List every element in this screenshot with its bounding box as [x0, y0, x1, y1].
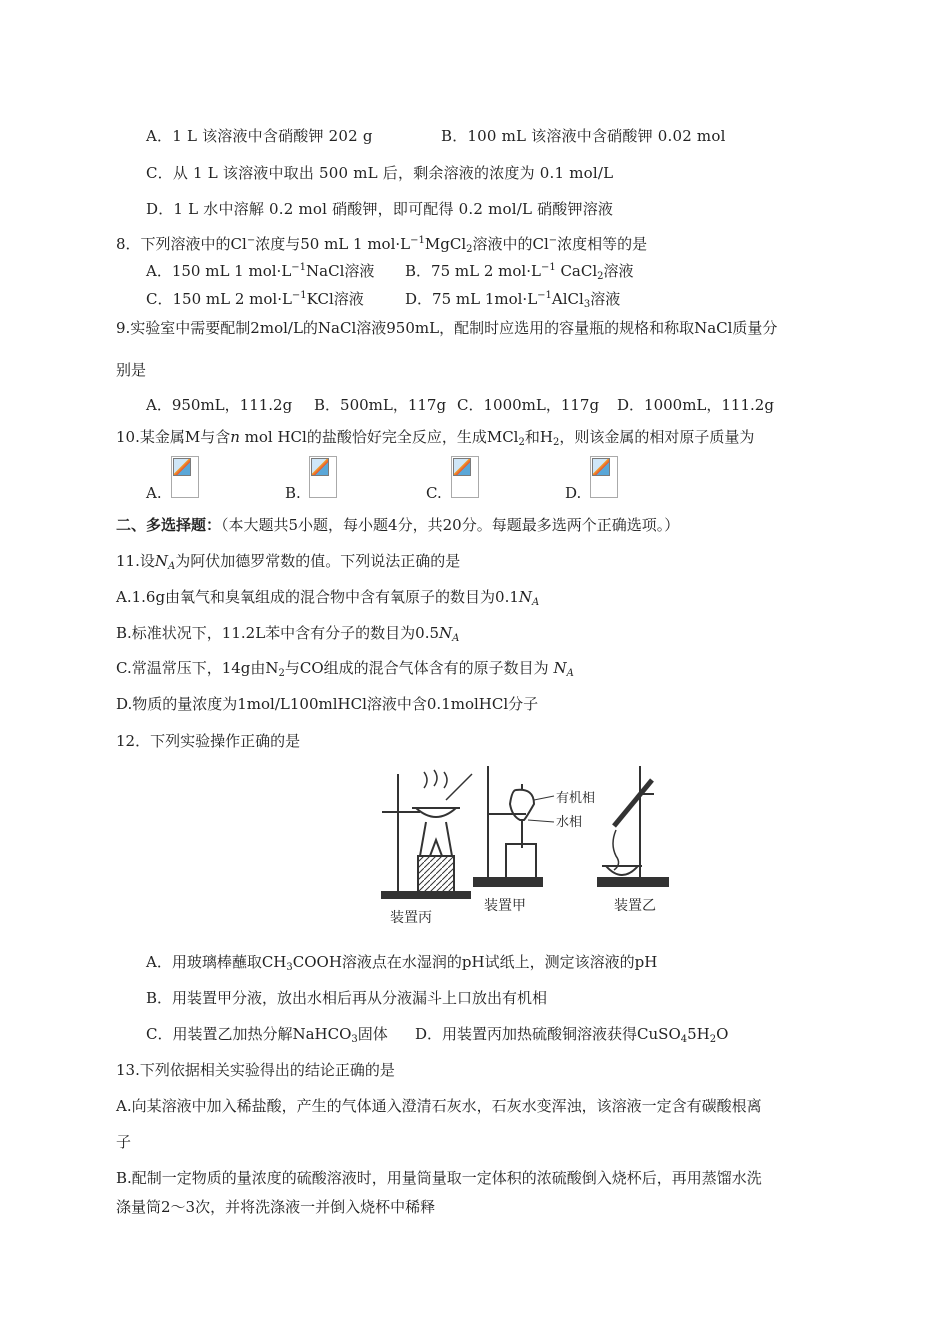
q12-option-a: A．用玻璃棒蘸取$CH_3COOH$溶液点在水湿润的pH试纸上，测定该溶液的pH [146, 953, 658, 973]
q7-option-a: A．1 L 该溶液中含硝酸钾 202 g [146, 127, 373, 145]
q10-option-d-label: D. [565, 484, 582, 502]
q11-option-d: D.物质的量浓度为1mol/L100mlHCl溶液中含0.1molHCl分子 [116, 695, 539, 713]
broken-image-icon [453, 458, 471, 476]
broken-image-icon [173, 458, 191, 476]
q9-stem-line2: 别是 [116, 361, 147, 379]
q12-stem: 12．下列实验操作正确的是 [116, 732, 301, 750]
q12-option-d: D．用装置丙加热硫酸铜溶液获得$CuSO_45H_2O$ [415, 1025, 729, 1045]
q9-option-a: A．950mL，111.2g [146, 396, 293, 414]
broken-image-icon [592, 458, 610, 476]
q9-option-b: B．500mL，117g [314, 396, 447, 414]
separatory-funnel [510, 790, 534, 820]
test-tube [614, 780, 652, 826]
water-trough [606, 866, 638, 875]
evaporating-dish [416, 808, 456, 817]
q8-option-c: C．150 mL 2 $mol\cdot L^{-1}KCl$溶液 [146, 290, 364, 308]
steam-lines [424, 770, 447, 788]
beaker [506, 844, 536, 878]
caption-yi: 装置乙 [614, 898, 656, 914]
q11-option-b: B.标准状况下，11.2L苯中含有分子的数目为$0.5N_A$ [116, 624, 460, 644]
label-water-phase: 水相 [556, 815, 583, 830]
q9-option-c: C．1000mL，117g [457, 396, 600, 414]
q11-stem: 11.设$N_A$为阿伏加德罗常数的值。下列说法正确的是 [116, 552, 461, 572]
q7-option-b: B．100 mL 该溶液中含硝酸钾 0.02 mol [441, 127, 726, 145]
q10-option-c-label: C. [426, 484, 442, 502]
glass-rod [446, 774, 472, 800]
jia-base [474, 878, 542, 886]
apparatus-figure [376, 760, 686, 930]
q13-stem: 13.下列依据相关实验得出的结论正确的是 [116, 1061, 395, 1079]
q10-option-b-image [309, 456, 337, 498]
q7-option-d: D．1 L 水中溶解 0.2 mol 硝酸钾，即可配得 0.2 mol/L 硝酸钾溶液 [146, 200, 614, 218]
q13-option-a-line1: A.向某溶液中加入稀盐酸，产生的气体通入澄清石灰水，石灰水变浑浊，该溶液一定含有碳酸根离 [116, 1097, 762, 1115]
section2-header: 二、多选择题：（本大题共5小题，每小题4分，共20分。每题最多选两个正确选项。） [116, 516, 680, 534]
q7-option-c: C．从 1 L 该溶液中取出 500 mL 后，剩余溶液的浓度为 0.1 mol/L [146, 164, 614, 182]
q9-stem-line1: 9.实验室中需要配制2mol/L的NaCl溶液950mL，配制时应选用的容量瓶的规格和称取NaCl质量分 [116, 319, 778, 337]
q10-option-a-image [171, 456, 199, 498]
q10-option-d-image [590, 456, 618, 498]
q11-option-a: A.1.6g由氧气和臭氧组成的混合物中含有氧原子的数目为$0.1N_A$ [116, 588, 540, 608]
yi-base [598, 878, 668, 886]
q11-option-c: C.常温常压下，14g由$N_2$与CO组成的混合气体含有的原子数目为 $N_A$ [116, 659, 574, 679]
q13-option-a-line2: 子 [116, 1133, 132, 1151]
burner-flame [430, 840, 442, 856]
q8-option-a: A．150 mL 1 $mol\cdot L^{-1}NaCl$溶液 [146, 262, 375, 280]
q10-option-c-image [451, 456, 479, 498]
alcohol-burner [418, 856, 454, 892]
q9-option-d: D．1000mL，111.2g [617, 396, 774, 414]
q12-option-c: C．用装置乙加热分解NaHCO$_3$固体 [146, 1025, 388, 1045]
q8-option-d: D．75 mL $1mol\cdot L^{-1}AlCl_3$溶液 [405, 290, 621, 310]
burner-flame-yi [613, 830, 619, 870]
q12-option-b: B．用装置甲分液，放出水相后再从分液漏斗上口放出有机相 [146, 989, 548, 1007]
q10-stem: 10.某金属M与含n mol HCl的盐酸恰好完全反应，生成MCl$_2$和$H_2$，则该金属的相对原子质量为 [116, 428, 755, 448]
q10-option-a-label: A. [146, 484, 162, 502]
caption-bing: 装置丙 [390, 910, 432, 926]
q10-option-b-label: B. [285, 484, 301, 502]
q13-option-b-line2: 涤量筒2～3次，并将洗涤液一并倒入烧杯中稀释 [116, 1198, 436, 1216]
caption-jia: 装置甲 [484, 898, 526, 914]
q13-option-b-line1: B.配制一定物质的量浓度的硫酸溶液时，用量筒量取一定体积的浓硫酸倒入烧杯后，再用蒸馏水洗 [116, 1169, 762, 1187]
q8-option-b: B．75 mL 2 $mol\cdot L^{-1}$ CaCl$_2$溶液 [405, 262, 634, 282]
broken-image-icon [311, 458, 329, 476]
label-organic-phase: 有机相 [556, 791, 596, 806]
q8-stem: 8．下列溶液中的Cl−浓度与50 mL 1 $mol\cdot L^{-1}MgCl_2$溶液中的Cl−浓度相等的是 [116, 235, 648, 255]
